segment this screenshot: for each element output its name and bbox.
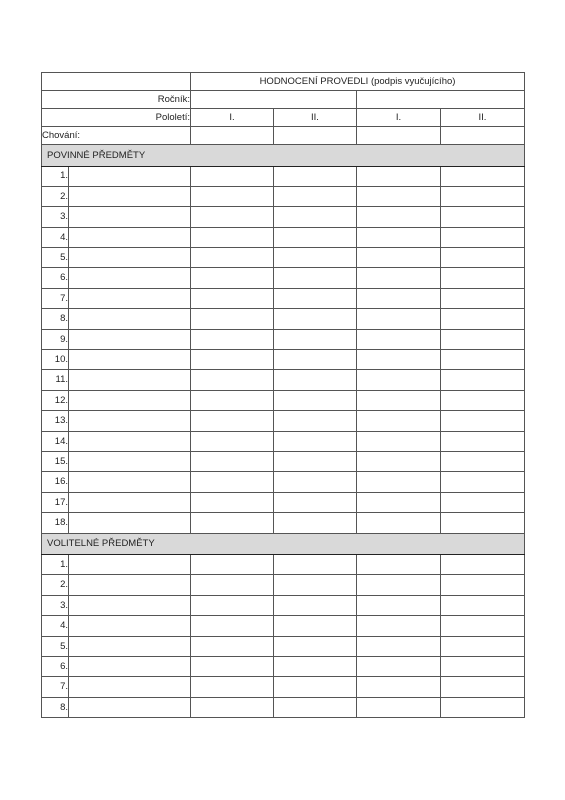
table-row	[42, 431, 525, 451]
grade-field[interactable]	[191, 186, 274, 206]
grade-field[interactable]	[274, 616, 357, 636]
subject-field[interactable]	[69, 186, 191, 206]
grade-field[interactable]	[357, 595, 441, 615]
grade-field[interactable]	[191, 370, 274, 390]
table-row	[42, 451, 525, 471]
subject-field[interactable]	[69, 350, 191, 370]
evaluation-table	[41, 72, 525, 718]
grade-field[interactable]	[441, 207, 525, 227]
subject-field[interactable]	[69, 370, 191, 390]
grade-field[interactable]	[191, 390, 274, 410]
table-row	[42, 656, 525, 676]
table-row	[42, 309, 525, 329]
grade-field[interactable]	[191, 411, 274, 431]
grade-field[interactable]	[274, 697, 357, 717]
table-row	[42, 555, 525, 575]
grade-field[interactable]	[357, 575, 441, 595]
grade-field[interactable]	[357, 656, 441, 676]
grade-field[interactable]	[357, 677, 441, 697]
subject-field[interactable]	[69, 309, 191, 329]
section-title: VOLITELNÉ PŘEDMĚTY	[42, 533, 525, 555]
grade-field[interactable]	[357, 390, 441, 410]
grade-field[interactable]	[191, 555, 274, 575]
grade-field[interactable]	[191, 697, 274, 717]
table-row	[42, 186, 525, 206]
row-number: 9.	[42, 329, 69, 349]
chovani-row	[42, 127, 525, 145]
row-number: 4.	[42, 227, 69, 247]
chovani-field-4[interactable]	[441, 127, 525, 145]
subject-field[interactable]	[69, 288, 191, 308]
grade-field[interactable]	[274, 186, 357, 206]
grade-field[interactable]	[191, 595, 274, 615]
row-number: 3.	[42, 207, 69, 227]
grade-field[interactable]	[274, 268, 357, 288]
table-row	[42, 329, 525, 349]
row-number: 6.	[42, 656, 69, 676]
grade-field[interactable]	[441, 186, 525, 206]
grade-field[interactable]	[441, 697, 525, 717]
table-row	[42, 513, 525, 533]
chovani-label: Chování:	[42, 127, 191, 145]
rocnik-row	[42, 91, 525, 109]
grade-field[interactable]	[274, 350, 357, 370]
grade-field[interactable]	[357, 431, 441, 451]
row-number: 3.	[42, 595, 69, 615]
grade-field[interactable]	[274, 329, 357, 349]
grade-field[interactable]	[357, 492, 441, 512]
grade-field[interactable]	[357, 248, 441, 268]
grade-field[interactable]	[191, 492, 274, 512]
table-row	[42, 636, 525, 656]
row-number: 7.	[42, 677, 69, 697]
grade-field[interactable]	[441, 370, 525, 390]
grade-field[interactable]	[441, 595, 525, 615]
section-title: POVINNÉ PŘEDMĚTY	[42, 145, 525, 167]
grade-field[interactable]	[441, 513, 525, 533]
grade-field[interactable]	[274, 513, 357, 533]
grade-field[interactable]	[357, 513, 441, 533]
grade-field[interactable]	[191, 268, 274, 288]
grade-field[interactable]	[274, 575, 357, 595]
grade-field[interactable]	[274, 390, 357, 410]
subject-field[interactable]	[69, 636, 191, 656]
table-row	[42, 575, 525, 595]
table-row	[42, 207, 525, 227]
table-row	[42, 472, 525, 492]
table-row	[42, 595, 525, 615]
grade-field[interactable]	[441, 656, 525, 676]
grade-field[interactable]	[357, 636, 441, 656]
grade-field[interactable]	[274, 288, 357, 308]
row-number: 18.	[42, 513, 69, 533]
grade-field[interactable]	[441, 492, 525, 512]
grade-field[interactable]	[191, 166, 274, 186]
grade-field[interactable]	[357, 411, 441, 431]
row-number: 16.	[42, 472, 69, 492]
grade-field[interactable]	[191, 431, 274, 451]
grade-field[interactable]	[357, 207, 441, 227]
grade-field[interactable]	[441, 248, 525, 268]
grade-field[interactable]	[274, 492, 357, 512]
grade-field[interactable]	[441, 329, 525, 349]
grade-field[interactable]	[357, 472, 441, 492]
grade-field[interactable]	[357, 370, 441, 390]
row-number: 7.	[42, 288, 69, 308]
grade-field[interactable]	[191, 329, 274, 349]
subject-field[interactable]	[69, 390, 191, 410]
grade-field[interactable]	[274, 636, 357, 656]
grade-field[interactable]	[441, 616, 525, 636]
subject-field[interactable]	[69, 492, 191, 512]
row-number: 15.	[42, 451, 69, 471]
grade-field[interactable]	[441, 431, 525, 451]
grade-field[interactable]	[191, 207, 274, 227]
grade-field[interactable]	[191, 309, 274, 329]
header-title-row	[42, 73, 525, 91]
grade-field[interactable]	[191, 451, 274, 471]
chovani-field-3[interactable]	[357, 127, 441, 145]
table-row	[42, 616, 525, 636]
grade-field[interactable]	[191, 513, 274, 533]
grade-field[interactable]	[357, 697, 441, 717]
subject-field[interactable]	[69, 697, 191, 717]
grade-field[interactable]	[191, 227, 274, 247]
grade-field[interactable]	[274, 677, 357, 697]
grade-field[interactable]	[441, 411, 525, 431]
grade-field[interactable]	[441, 472, 525, 492]
subject-field[interactable]	[69, 207, 191, 227]
row-number: 8.	[42, 309, 69, 329]
grade-field[interactable]	[191, 575, 274, 595]
grade-field[interactable]	[357, 555, 441, 575]
pololeti-col-1: I.	[191, 109, 274, 127]
grade-field[interactable]	[191, 636, 274, 656]
table-row	[42, 268, 525, 288]
grade-field[interactable]	[191, 288, 274, 308]
grade-field[interactable]	[441, 288, 525, 308]
grade-field[interactable]	[274, 595, 357, 615]
subject-field[interactable]	[69, 431, 191, 451]
row-number: 2.	[42, 186, 69, 206]
subject-field[interactable]	[69, 227, 191, 247]
table-row	[42, 248, 525, 268]
grade-field[interactable]	[357, 451, 441, 471]
grade-field[interactable]	[274, 166, 357, 186]
grade-field[interactable]	[357, 227, 441, 247]
grade-field[interactable]	[274, 227, 357, 247]
grade-field[interactable]	[191, 472, 274, 492]
table-row	[42, 288, 525, 308]
row-number: 8.	[42, 697, 69, 717]
rocnik-field-2[interactable]	[357, 91, 525, 109]
grade-field[interactable]	[357, 186, 441, 206]
grade-field[interactable]	[441, 390, 525, 410]
subject-field[interactable]	[69, 166, 191, 186]
table-row	[42, 411, 525, 431]
pololeti-label: Pololetí:	[42, 109, 191, 127]
header-blank-cell	[42, 73, 191, 91]
header-title: HODNOCENÍ PROVEDLI (podpis vyučujícího)	[191, 73, 525, 91]
subject-field[interactable]	[69, 451, 191, 471]
grade-field[interactable]	[274, 431, 357, 451]
row-number: 13.	[42, 411, 69, 431]
grade-field[interactable]	[441, 166, 525, 186]
table-row	[42, 227, 525, 247]
grade-field[interactable]	[274, 411, 357, 431]
row-number: 12.	[42, 390, 69, 410]
grade-field[interactable]	[441, 268, 525, 288]
grade-field[interactable]	[441, 227, 525, 247]
row-number: 14.	[42, 431, 69, 451]
table-row	[42, 390, 525, 410]
row-number: 5.	[42, 248, 69, 268]
grade-field[interactable]	[191, 616, 274, 636]
row-number: 4.	[42, 616, 69, 636]
section-header-povinne	[42, 145, 525, 167]
row-number: 11.	[42, 370, 69, 390]
grade-field[interactable]	[357, 616, 441, 636]
section-header-volitelne	[42, 533, 525, 555]
grade-field[interactable]	[357, 268, 441, 288]
pololeti-row	[42, 109, 525, 127]
rocnik-field-1[interactable]	[191, 91, 357, 109]
grade-field[interactable]	[274, 309, 357, 329]
row-number: 6.	[42, 268, 69, 288]
subject-field[interactable]	[69, 329, 191, 349]
grade-field[interactable]	[274, 656, 357, 676]
grade-field[interactable]	[274, 451, 357, 471]
grade-field[interactable]	[441, 451, 525, 471]
subject-field[interactable]	[69, 411, 191, 431]
table-row	[42, 166, 525, 186]
grade-field[interactable]	[357, 329, 441, 349]
table-row	[42, 677, 525, 697]
row-number: 2.	[42, 575, 69, 595]
row-number: 1.	[42, 555, 69, 575]
grade-field[interactable]	[191, 248, 274, 268]
table-row	[42, 370, 525, 390]
table-row	[42, 492, 525, 512]
grade-field[interactable]	[441, 350, 525, 370]
grade-field[interactable]	[274, 472, 357, 492]
subject-field[interactable]	[69, 513, 191, 533]
subject-field[interactable]	[69, 268, 191, 288]
grade-field[interactable]	[441, 575, 525, 595]
grade-field[interactable]	[441, 555, 525, 575]
grade-field[interactable]	[274, 248, 357, 268]
rocnik-label: Ročník:	[42, 91, 191, 109]
grade-field[interactable]	[191, 350, 274, 370]
pololeti-col-2: II.	[274, 109, 357, 127]
grade-field[interactable]	[441, 677, 525, 697]
grade-field[interactable]	[274, 207, 357, 227]
pololeti-col-4: II.	[441, 109, 525, 127]
grade-field[interactable]	[441, 309, 525, 329]
subject-field[interactable]	[69, 616, 191, 636]
subject-field[interactable]	[69, 248, 191, 268]
subject-field[interactable]	[69, 677, 191, 697]
grade-field[interactable]	[357, 309, 441, 329]
subject-field[interactable]	[69, 555, 191, 575]
pololeti-col-3: I.	[357, 109, 441, 127]
row-number: 5.	[42, 636, 69, 656]
row-number: 10.	[42, 350, 69, 370]
chovani-field-1[interactable]	[191, 127, 274, 145]
grade-field[interactable]	[274, 555, 357, 575]
subject-field[interactable]	[69, 472, 191, 492]
grade-field[interactable]	[357, 288, 441, 308]
table-row	[42, 697, 525, 717]
row-number: 1.	[42, 166, 69, 186]
grade-field[interactable]	[441, 636, 525, 656]
chovani-field-2[interactable]	[274, 127, 357, 145]
grade-field[interactable]	[191, 677, 274, 697]
subject-field[interactable]	[69, 595, 191, 615]
grade-field[interactable]	[274, 370, 357, 390]
subject-field[interactable]	[69, 575, 191, 595]
row-number: 17.	[42, 492, 69, 512]
grade-field[interactable]	[357, 166, 441, 186]
table-row	[42, 350, 525, 370]
grade-field[interactable]	[191, 656, 274, 676]
subject-field[interactable]	[69, 656, 191, 676]
grade-field[interactable]	[357, 350, 441, 370]
